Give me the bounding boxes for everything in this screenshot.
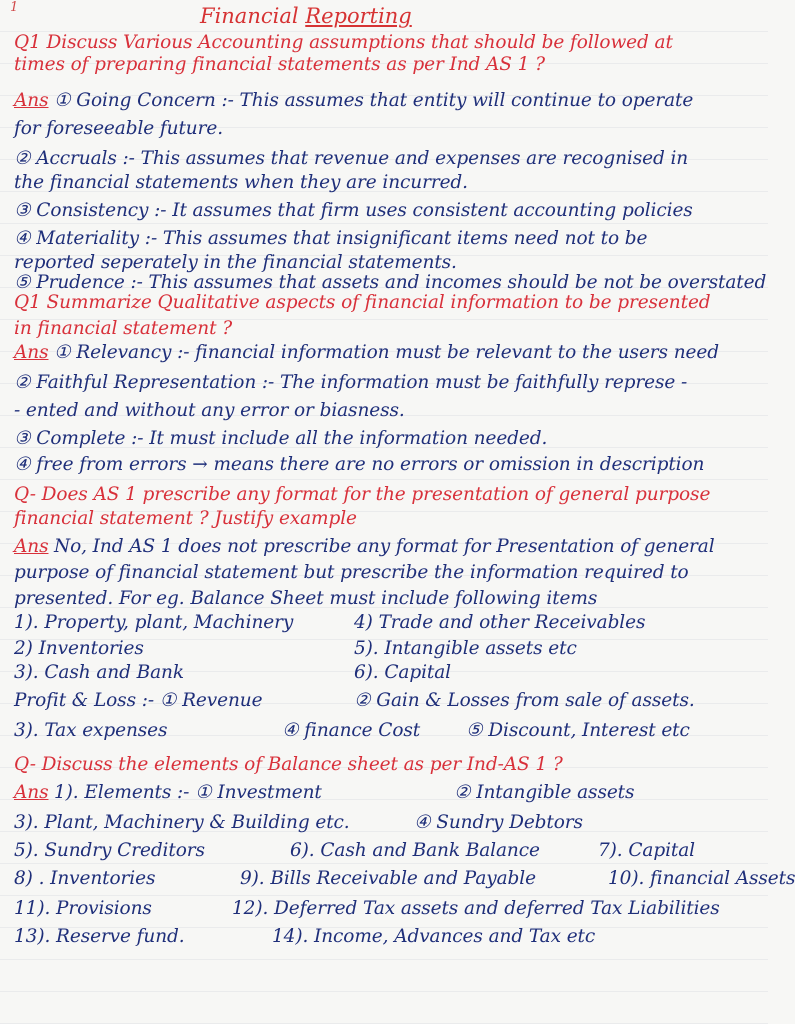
note-text: ⑤ Prudence :- This assumes that assets and incomes should be not be overstated	[14, 272, 767, 293]
note-text: in financial statement ?	[14, 318, 233, 339]
answer-line	[14, 170, 764, 198]
title-part-2: Reporting	[305, 4, 412, 28]
note-text: ④ Sundry Debtors	[414, 812, 583, 833]
note-text: No, Ind AS 1 does not prescribe any format for Presentation of general	[54, 536, 715, 557]
answer-label: Ans	[14, 342, 49, 363]
note-text: purpose of financial statement but prescribe the information required to	[14, 562, 689, 583]
note-text: Q1 Summarize Qualitative aspects of financial information to be presented	[14, 292, 711, 313]
note-text: - ented and without any error or biasness.	[14, 400, 405, 421]
question-line	[14, 290, 764, 318]
note-text: 4) Trade and other Receivables	[354, 612, 646, 633]
note-text: ① Going Concern :- This assumes that entity will continue to operate	[54, 90, 694, 111]
answer-line	[14, 810, 764, 838]
note-text: 12). Deferred Tax assets and deferred Tax Liabilities	[232, 898, 720, 919]
note-text: ② Accruals :- This assumes that revenue and expenses are recognised in	[14, 148, 689, 169]
answer-line	[14, 398, 764, 426]
note-text: Q1 Discuss Various Accounting assumptions that should be followed at	[14, 32, 673, 53]
note-text: ④ Materiality :- This assumes that insignificant items need not to be	[14, 228, 648, 249]
question-line	[14, 752, 764, 780]
note-text: financial statement ? Justify example	[14, 508, 357, 529]
note-text: 14). Income, Advances and Tax etc	[272, 926, 596, 947]
note-text: 8) . Inventories	[14, 868, 156, 889]
note-text: 11). Provisions	[14, 898, 152, 919]
note-text: ④ free from errors → means there are no errors or omission in description	[14, 454, 705, 475]
note-text: Q- Discuss the elements of Balance sheet as per Ind-AS 1 ?	[14, 754, 563, 775]
note-text: 9). Bills Receivable and Payable	[240, 868, 536, 889]
answer-line	[14, 370, 764, 398]
answer-line	[14, 452, 764, 480]
page-corner-mark: 1	[10, 0, 19, 15]
note-text: ① Relevancy :- financial information must be relevant to the users need	[54, 342, 719, 363]
note-text: 1). Property, plant, Machinery	[14, 612, 294, 633]
note-text: ② Faithful Representation :- The information must be faithfully represe -	[14, 372, 688, 393]
answer-line	[14, 660, 764, 688]
answer-line	[14, 340, 764, 368]
answer-line	[14, 88, 764, 116]
question-line	[14, 506, 764, 534]
answer-label: Ans	[14, 90, 49, 111]
answer-line	[14, 718, 764, 746]
note-text: Q- Does AS 1 prescribe any format for the presentation of general purpose	[14, 484, 711, 505]
answer-line	[14, 198, 764, 226]
note-text: 6). Capital	[354, 662, 451, 683]
note-text: 13). Reserve fund.	[14, 926, 185, 947]
note-text: the financial statements when they are incurred.	[14, 172, 468, 193]
note-text: 3). Tax expenses	[14, 720, 168, 741]
answer-line	[14, 838, 764, 866]
note-text: ② Intangible assets	[454, 782, 635, 803]
note-text: presented. For eg. Balance Sheet must include following items	[14, 588, 598, 609]
answer-line	[14, 534, 764, 562]
note-text: 3). Cash and Bank	[14, 662, 184, 683]
note-text: 3). Plant, Machinery & Building etc.	[14, 812, 350, 833]
question-line	[14, 52, 764, 80]
title-part-1: Financial	[200, 4, 299, 28]
note-text: 1). Elements :- ① Investment	[54, 782, 322, 803]
note-text: 6). Cash and Bank Balance	[290, 840, 540, 861]
note-text: ③ Consistency :- It assumes that firm uses consistent accounting policies	[14, 200, 693, 221]
note-text: ⑤ Discount, Interest etc	[466, 720, 690, 741]
note-text: 10). financial Assets	[608, 868, 795, 889]
note-text: 7). Capital	[598, 840, 695, 861]
note-text: for foreseeable future.	[14, 118, 223, 139]
note-text: 5). Sundry Creditors	[14, 840, 205, 861]
answer-line	[14, 610, 764, 638]
note-text: times of preparing financial statements as per Ind AS 1 ?	[14, 54, 545, 75]
answer-line	[14, 866, 795, 894]
answer-line	[14, 426, 764, 454]
answer-line	[14, 688, 764, 716]
note-text: reported seperately in the financial statements.	[14, 252, 457, 273]
note-text: Profit & Loss :- ① Revenue	[14, 690, 263, 711]
note-text: 5). Intangible assets etc	[354, 638, 577, 659]
note-text: ④ finance Cost	[282, 720, 421, 741]
answer-label: Ans	[14, 536, 49, 557]
answer-line	[14, 116, 764, 144]
answer-line	[14, 780, 764, 808]
note-text: ③ Complete :- It must include all the information needed.	[14, 428, 548, 449]
answer-label: Ans	[14, 782, 49, 803]
page-title	[200, 4, 412, 28]
note-text: 2) Inventories	[14, 638, 144, 659]
answer-line	[14, 896, 764, 924]
note-text: ② Gain & Losses from sale of assets.	[354, 690, 695, 711]
answer-line	[14, 560, 764, 588]
answer-line	[14, 924, 764, 952]
